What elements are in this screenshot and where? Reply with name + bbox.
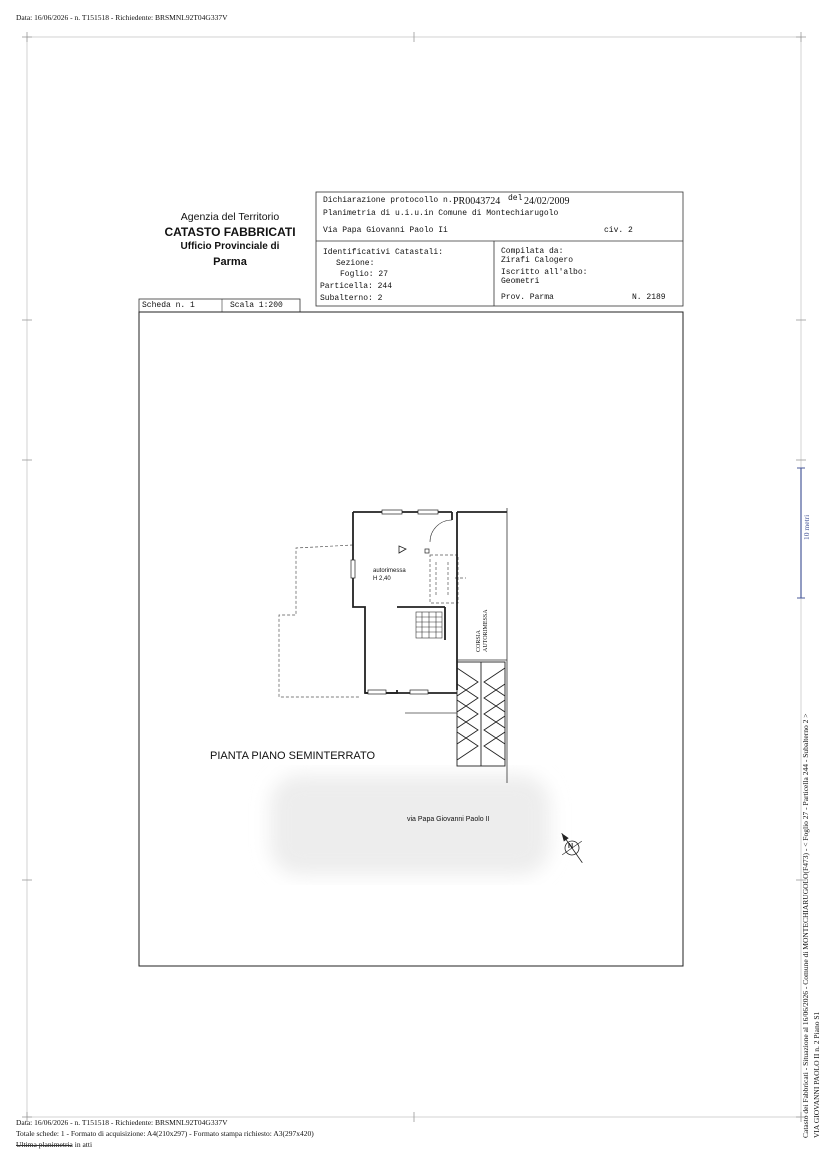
protocol-number: PR0043724 — [453, 196, 501, 207]
office-label: Ufficio Provinciale di — [180, 241, 280, 252]
header-request-line: Data: 16/06/2026 - n. T151518 - Richiedente: BRSMNL92T04G337V — [16, 13, 228, 22]
catasto-title: CATASTO FABBRICATI — [164, 225, 296, 239]
agency-name: Agenzia del Territorio — [180, 211, 280, 223]
office-city: Parma — [213, 256, 247, 268]
footer-last-plan: Ultima planimetria in atti — [16, 1140, 93, 1149]
corridor-label-2: AUTORIMESSA — [483, 609, 489, 652]
compiler-label: Compilata da: — [501, 247, 564, 256]
date-label: del — [508, 194, 523, 203]
side-situation-text: Catasto dei Fabbricati - Situazione al 16/06/2026 - Comune di MONTECHIARUGOLO(F473) - < Foglio 27 - Particella 244 - Subalterno 2 > — [801, 713, 810, 1138]
side-address-text: VIA GIOVANNI PAOLO II n. 2 Piano S1 — [812, 1011, 821, 1138]
albo-value: Geometri — [501, 277, 540, 286]
north-label: N — [568, 843, 574, 850]
street-name: via Papa Giovanni Paolo II — [407, 816, 490, 823]
footer-request-line: Data: 16/06/2026 - n. T151518 - Richiedente: BRSMNL92T04G337V — [16, 1118, 228, 1127]
identifiers-title: Identificativi Catastali: — [323, 248, 444, 257]
particella-field: Particella: 244 — [320, 282, 393, 291]
registration-number: N. 2189 — [632, 293, 666, 302]
scheda-label: Scheda n. 1 — [142, 301, 195, 310]
declaration-date: 24/02/2009 — [524, 196, 570, 207]
footer-strike — [16, 1145, 72, 1146]
room-name: autorimessa — [373, 568, 406, 574]
civic-number: civ. 2 — [604, 226, 633, 235]
scale-label: Scala 1:200 — [230, 301, 283, 310]
compiler-name: Zirafi Calogero — [501, 256, 574, 265]
foglio-field: Foglio: 27 — [340, 270, 389, 279]
subalterno-field: Subalterno: 2 — [320, 294, 383, 303]
sezione-field: Sezione: — [336, 259, 375, 268]
address-line: Via Papa Giovanni Paolo Ii — [323, 226, 448, 235]
protocol-label: Dichiarazione protocollo n. — [323, 196, 453, 205]
planimetry-line: Planimetria di u.i.u.in Comune di Montechiarugolo — [323, 209, 559, 218]
corridor-label: CORSIA — [476, 629, 482, 652]
plan-title: PIANTA PIANO SEMINTERRATO — [210, 750, 376, 762]
room-height: H 2,40 — [373, 576, 391, 582]
province: Prov. Parma — [501, 293, 554, 302]
footer-format-line: Totale schede: 1 - Formato di acquisizione: A4(210x297) - Formato stampa richiesto: A3(297x420) — [16, 1129, 314, 1138]
albo-label: Iscritto all'albo: — [501, 268, 588, 277]
scale-bar-label: 10 metri — [802, 514, 811, 540]
